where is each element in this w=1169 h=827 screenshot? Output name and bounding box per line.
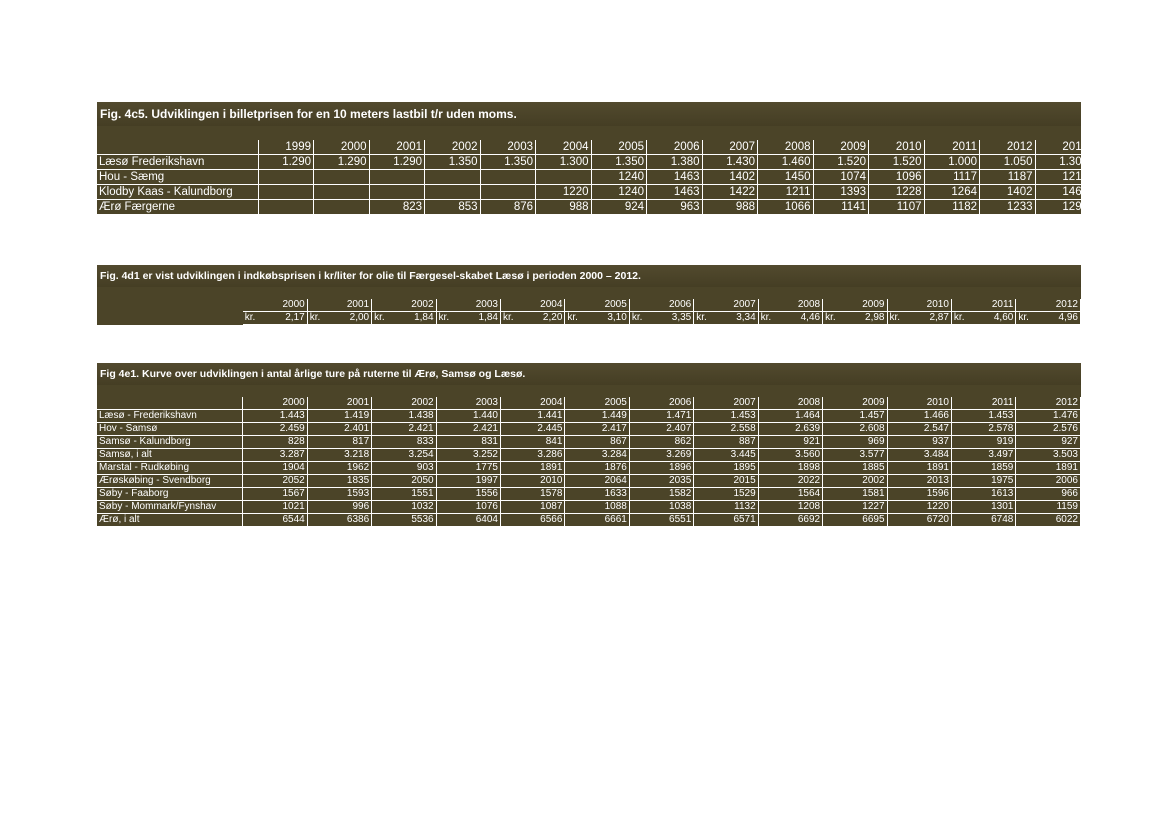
table-row	[97, 185, 1091, 200]
oil-price-cell: 2,87	[903, 312, 951, 325]
price-cell: 1.290	[369, 155, 425, 170]
trips-cell: 833	[372, 436, 436, 449]
year-header: 2005	[591, 140, 647, 155]
trips-cell: 1582	[629, 488, 693, 501]
annual-trips-title: Fig 4e1. Kurve over udviklingen i antal årlige ture på ruterne til Ærø, Samsø og Læsø.	[97, 363, 1081, 385]
trips-cell: 1301	[951, 501, 1015, 514]
currency-label: kr.	[823, 312, 839, 325]
oil-price-table	[97, 265, 1081, 325]
oil-price-grid	[97, 287, 1081, 325]
trips-cell: 919	[951, 436, 1015, 449]
price-cell	[480, 185, 536, 200]
trips-cell: 966	[1016, 488, 1081, 501]
year-header: 2012	[1016, 397, 1081, 410]
trips-cell: 1.464	[758, 410, 822, 423]
price-cell	[314, 185, 370, 200]
trips-cell: 1132	[694, 501, 758, 514]
oil-price-cell: 4,60	[968, 312, 1016, 325]
header-row	[97, 299, 1081, 312]
price-cell: 823	[369, 200, 425, 215]
table-row	[97, 462, 1081, 475]
trips-cell: 3.218	[307, 449, 371, 462]
table-row	[97, 436, 1081, 449]
currency-label: kr.	[372, 312, 388, 325]
oil-price-cell: 2,20	[517, 312, 565, 325]
price-cell: 963	[647, 200, 703, 215]
price-cell: 1066	[758, 200, 814, 215]
header-row	[97, 140, 1091, 155]
table-row	[97, 475, 1081, 488]
price-cell	[258, 185, 314, 200]
trips-cell: 1.466	[887, 410, 951, 423]
trips-cell: 1.438	[372, 410, 436, 423]
trips-cell: 1088	[565, 501, 629, 514]
price-cell: 1182	[924, 200, 980, 215]
year-header: 2008	[758, 299, 822, 312]
trips-cell: 3.284	[565, 449, 629, 462]
price-cell	[425, 170, 481, 185]
price-cell: 1463	[647, 185, 703, 200]
trips-cell: 921	[758, 436, 822, 449]
trips-cell: 1997	[436, 475, 500, 488]
price-cell: 1.050	[980, 155, 1036, 170]
year-header: 2003	[436, 397, 500, 410]
trips-cell: 1556	[436, 488, 500, 501]
trips-cell: 3.252	[436, 449, 500, 462]
year-header: 2010	[887, 397, 951, 410]
price-cell: 1240	[591, 185, 647, 200]
route-label: Ærø Færgerne	[97, 200, 258, 215]
price-cell: 1.000	[924, 155, 980, 170]
price-cell: 1422	[702, 185, 758, 200]
price-cell: 1393	[813, 185, 869, 200]
route-label: Klodby Kaas - Kalundborg	[97, 185, 258, 200]
price-cell: 988	[702, 200, 758, 215]
price-cell: 1.290	[314, 155, 370, 170]
trips-cell: 2052	[243, 475, 307, 488]
trips-cell: 1021	[243, 501, 307, 514]
trips-cell: 5536	[372, 514, 436, 527]
trips-cell: 1.471	[629, 410, 693, 423]
price-cell: 1.380	[647, 155, 703, 170]
price-cell: 1.350	[480, 155, 536, 170]
route-label: Læsø Frederikshavn	[97, 155, 258, 170]
year-header: 2013	[1035, 140, 1091, 155]
trips-cell: 937	[887, 436, 951, 449]
currency-label: kr.	[887, 312, 903, 325]
year-header: 2000	[314, 140, 370, 155]
price-cell: 1220	[536, 185, 592, 200]
trips-cell: 2.459	[243, 423, 307, 436]
year-header: 2011	[951, 299, 1015, 312]
trips-cell: 3.286	[501, 449, 565, 462]
trips-cell: 2.407	[629, 423, 693, 436]
trips-cell: 2010	[501, 475, 565, 488]
trips-cell: 2.578	[951, 423, 1015, 436]
year-header: 2009	[813, 140, 869, 155]
trips-cell: 1.453	[694, 410, 758, 423]
trips-cell: 6551	[629, 514, 693, 527]
price-cell: 1402	[980, 185, 1036, 200]
price-cell	[314, 170, 370, 185]
trips-cell: 2015	[694, 475, 758, 488]
trips-cell: 1581	[823, 488, 887, 501]
year-header: 2000	[243, 299, 307, 312]
table-row	[97, 410, 1081, 423]
price-cell: 1096	[869, 170, 925, 185]
route-label: Læsø - Frederikshavn	[97, 410, 243, 423]
price-cell	[369, 170, 425, 185]
price-cell: 1.350	[425, 155, 481, 170]
table-row	[97, 488, 1081, 501]
trips-cell: 1529	[694, 488, 758, 501]
year-header: 2007	[694, 397, 758, 410]
trips-cell: 903	[372, 462, 436, 475]
table-row	[97, 312, 1081, 325]
year-header: 2004	[500, 299, 564, 312]
trips-cell: 831	[436, 436, 500, 449]
trips-cell: 1.449	[565, 410, 629, 423]
oil-price-cell: 1,84	[388, 312, 436, 325]
trips-cell: 1891	[501, 462, 565, 475]
year-header: 2006	[647, 140, 703, 155]
price-cell: 1141	[813, 200, 869, 215]
year-header: 2011	[951, 397, 1015, 410]
trips-cell: 1159	[1016, 501, 1081, 514]
trips-cell: 862	[629, 436, 693, 449]
price-cell: 1.520	[813, 155, 869, 170]
trips-cell: 1551	[372, 488, 436, 501]
route-label: Samsø, i alt	[97, 449, 243, 462]
trips-cell: 6748	[951, 514, 1015, 527]
table-row	[97, 155, 1091, 170]
trips-cell: 6720	[887, 514, 951, 527]
route-label: Søby - Mommark/Fynshav	[97, 501, 243, 514]
year-header: 2012	[980, 140, 1036, 155]
price-cell: 1240	[591, 170, 647, 185]
year-header: 2004	[501, 397, 565, 410]
trips-cell: 2.608	[823, 423, 887, 436]
table-row	[97, 170, 1091, 185]
annual-trips-grid	[97, 385, 1081, 527]
year-header: 2004	[536, 140, 592, 155]
oil-price-cell: 2,98	[839, 312, 887, 325]
trips-cell: 841	[501, 436, 565, 449]
table-row	[97, 501, 1081, 514]
trips-cell: 2.401	[307, 423, 371, 436]
price-cell: 1117	[924, 170, 980, 185]
route-label: Ærø, i alt	[97, 514, 243, 527]
oil-price-cell: 1,84	[452, 312, 500, 325]
trips-cell: 1227	[823, 501, 887, 514]
trips-cell: 828	[243, 436, 307, 449]
trips-cell: 2064	[565, 475, 629, 488]
price-cell: 853	[425, 200, 481, 215]
year-header: 2002	[425, 140, 481, 155]
price-cell: 1.350	[591, 155, 647, 170]
year-header: 1999	[258, 140, 314, 155]
currency-label: kr.	[243, 312, 259, 325]
currency-label: kr.	[565, 312, 581, 325]
trips-cell: 1578	[501, 488, 565, 501]
trips-cell: 1896	[629, 462, 693, 475]
table-row	[97, 423, 1081, 436]
trips-cell: 1.457	[823, 410, 887, 423]
trips-cell: 2.547	[887, 423, 951, 436]
year-header: 2006	[629, 299, 693, 312]
year-header: 2012	[1016, 299, 1081, 312]
trips-cell: 6695	[823, 514, 887, 527]
price-cell: 1.290	[258, 155, 314, 170]
trips-cell: 1891	[887, 462, 951, 475]
oil-price-cell: 4,46	[774, 312, 822, 325]
trips-cell: 3.503	[1016, 449, 1081, 462]
price-cell: 1402	[702, 170, 758, 185]
trips-cell: 6566	[501, 514, 565, 527]
oil-price-cell: 2,00	[324, 312, 372, 325]
trips-cell: 1220	[887, 501, 951, 514]
trips-cell: 3.497	[951, 449, 1015, 462]
trips-cell: 3.484	[887, 449, 951, 462]
ticket-price-grid	[97, 126, 1091, 215]
trips-cell: 6386	[307, 514, 371, 527]
header-row	[97, 397, 1081, 410]
price-cell	[258, 170, 314, 185]
year-header: 2005	[565, 299, 629, 312]
trips-cell: 2.421	[372, 423, 436, 436]
annual-trips-table	[97, 363, 1081, 527]
trips-cell: 6571	[694, 514, 758, 527]
trips-cell: 3.269	[629, 449, 693, 462]
currency-label: kr.	[500, 312, 516, 325]
trips-cell: 1895	[694, 462, 758, 475]
trips-cell: 6692	[758, 514, 822, 527]
price-cell: 1264	[924, 185, 980, 200]
price-cell: 924	[591, 200, 647, 215]
route-label: Ærøskøbing - Svendborg	[97, 475, 243, 488]
trips-cell: 2.576	[1016, 423, 1081, 436]
trips-cell: 1835	[307, 475, 371, 488]
trips-cell: 1.419	[307, 410, 371, 423]
trips-cell: 2.421	[436, 423, 500, 436]
price-cell	[369, 185, 425, 200]
year-header: 2002	[372, 299, 436, 312]
currency-label: kr.	[629, 312, 645, 325]
price-cell: 1187	[980, 170, 1036, 185]
trips-cell: 1.453	[951, 410, 1015, 423]
trips-cell: 6022	[1016, 514, 1081, 527]
trips-cell: 1962	[307, 462, 371, 475]
trips-cell: 1038	[629, 501, 693, 514]
year-header: 2005	[565, 397, 629, 410]
corner-cell	[97, 299, 243, 325]
trips-cell: 996	[307, 501, 371, 514]
trips-cell: 2.445	[501, 423, 565, 436]
trips-cell: 3.445	[694, 449, 758, 462]
trips-cell: 927	[1016, 436, 1081, 449]
trips-cell: 1885	[823, 462, 887, 475]
table-row	[97, 514, 1081, 527]
price-cell	[314, 200, 370, 215]
table-row	[97, 449, 1081, 462]
trips-cell: 817	[307, 436, 371, 449]
price-cell: 876	[480, 200, 536, 215]
route-label: Søby - Faaborg	[97, 488, 243, 501]
price-cell	[258, 200, 314, 215]
trips-cell: 1208	[758, 501, 822, 514]
year-header: 2001	[307, 397, 371, 410]
trips-cell: 1633	[565, 488, 629, 501]
trips-cell: 2035	[629, 475, 693, 488]
price-cell: 1211	[758, 185, 814, 200]
price-cell: 1074	[813, 170, 869, 185]
year-header: 2008	[758, 397, 822, 410]
year-header: 2001	[307, 299, 371, 312]
year-header: 2009	[823, 397, 887, 410]
trips-cell: 1087	[501, 501, 565, 514]
price-cell: 1107	[869, 200, 925, 215]
price-cell: 1214	[1035, 170, 1091, 185]
trips-cell: 1032	[372, 501, 436, 514]
ticket-price-title: Fig. 4c5. Udviklingen i billetprisen for en 10 meters lastbil t/r uden moms.	[97, 102, 1081, 126]
trips-cell: 969	[823, 436, 887, 449]
price-cell: 1463	[647, 170, 703, 185]
price-cell	[480, 170, 536, 185]
price-cell: 1.520	[869, 155, 925, 170]
price-cell: 1.460	[758, 155, 814, 170]
trips-cell: 1876	[565, 462, 629, 475]
price-cell: 1.300	[1035, 155, 1091, 170]
year-header: 2010	[887, 299, 951, 312]
trips-cell: 3.560	[758, 449, 822, 462]
trips-cell: 1.443	[243, 410, 307, 423]
trips-cell: 3.254	[372, 449, 436, 462]
year-header: 2000	[243, 397, 307, 410]
trips-cell: 6661	[565, 514, 629, 527]
price-cell: 1464	[1035, 185, 1091, 200]
currency-label: kr.	[758, 312, 774, 325]
oil-price-cell: 3,35	[646, 312, 694, 325]
price-cell: 1294	[1035, 200, 1091, 215]
currency-label: kr.	[1016, 312, 1032, 325]
trips-cell: 1904	[243, 462, 307, 475]
trips-cell: 6544	[243, 514, 307, 527]
price-cell: 1.300	[536, 155, 592, 170]
trips-cell: 2.417	[565, 423, 629, 436]
year-header: 2003	[436, 299, 500, 312]
trips-cell: 1596	[887, 488, 951, 501]
trips-cell: 1564	[758, 488, 822, 501]
trips-cell: 1593	[307, 488, 371, 501]
year-header: 2010	[869, 140, 925, 155]
trips-cell: 1.476	[1016, 410, 1081, 423]
year-header: 2008	[758, 140, 814, 155]
table-row	[97, 200, 1091, 215]
year-header: 2007	[702, 140, 758, 155]
corner-cell	[97, 397, 243, 410]
route-label: Hou - Sæmg	[97, 170, 258, 185]
year-header: 2002	[372, 397, 436, 410]
year-header: 2007	[694, 299, 758, 312]
corner-cell	[97, 140, 258, 155]
oil-price-cell: 3,34	[710, 312, 758, 325]
year-header: 2003	[480, 140, 536, 155]
trips-cell: 2.639	[758, 423, 822, 436]
trips-cell: 867	[565, 436, 629, 449]
trips-cell: 1891	[1016, 462, 1081, 475]
currency-label: kr.	[951, 312, 967, 325]
price-cell: 1450	[758, 170, 814, 185]
price-cell: 988	[536, 200, 592, 215]
route-label: Samsø - Kalundborg	[97, 436, 243, 449]
year-header: 2006	[629, 397, 693, 410]
year-header: 2011	[924, 140, 980, 155]
route-label: Hov - Samsø	[97, 423, 243, 436]
year-header: 2009	[823, 299, 887, 312]
trips-cell: 1.440	[436, 410, 500, 423]
trips-cell: 1898	[758, 462, 822, 475]
trips-cell: 2.558	[694, 423, 758, 436]
route-label: Marstal - Rudkøbing	[97, 462, 243, 475]
spacer-cell	[97, 385, 1081, 397]
trips-cell: 1567	[243, 488, 307, 501]
price-cell: 1233	[980, 200, 1036, 215]
price-cell: 1.430	[702, 155, 758, 170]
trips-cell: 1076	[436, 501, 500, 514]
trips-cell: 3.577	[823, 449, 887, 462]
oil-price-cell: 2,17	[259, 312, 307, 325]
oil-price-cell: 4,96	[1032, 312, 1080, 325]
price-cell	[425, 185, 481, 200]
spacer-cell	[97, 287, 1081, 299]
trips-cell: 3.287	[243, 449, 307, 462]
trips-cell: 2006	[1016, 475, 1081, 488]
trips-cell: 1975	[951, 475, 1015, 488]
price-cell	[536, 170, 592, 185]
ticket-price-table	[97, 102, 1088, 215]
year-header: 2001	[369, 140, 425, 155]
trips-cell: 2002	[823, 475, 887, 488]
trips-cell: 2022	[758, 475, 822, 488]
trips-cell: 1859	[951, 462, 1015, 475]
trips-cell: 2050	[372, 475, 436, 488]
price-cell: 1228	[869, 185, 925, 200]
currency-label: kr.	[436, 312, 452, 325]
spacer-cell	[97, 126, 1091, 140]
currency-label: kr.	[694, 312, 710, 325]
oil-price-cell: 3,10	[581, 312, 629, 325]
trips-cell: 887	[694, 436, 758, 449]
trips-cell: 1.441	[501, 410, 565, 423]
trips-cell: 1775	[436, 462, 500, 475]
trips-cell: 6404	[436, 514, 500, 527]
oil-price-title: Fig. 4d1 er vist udviklingen i indkøbsprisen i kr/liter for olie til Færgesel-skabet Læsø i perioden 2000 – 2012.	[97, 265, 1081, 287]
currency-label: kr.	[307, 312, 323, 325]
trips-cell: 1613	[951, 488, 1015, 501]
trips-cell: 2013	[887, 475, 951, 488]
